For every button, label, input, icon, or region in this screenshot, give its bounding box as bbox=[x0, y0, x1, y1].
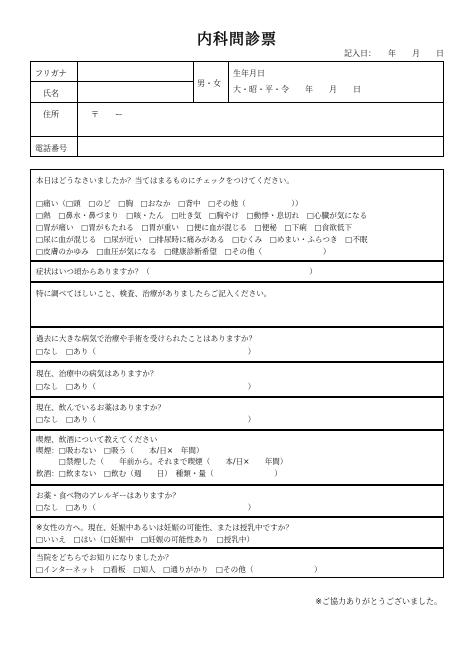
onset-question[interactable]: 症状はいつ頃からありますか？（ ） bbox=[36, 267, 317, 276]
name-field[interactable] bbox=[79, 83, 191, 100]
concerns-section bbox=[30, 282, 444, 327]
onset-section bbox=[30, 261, 444, 282]
pregnancy-question: ※女性の方へ。現在、妊娠中あるいは妊娠の可能性、または授乳中ですか？ bbox=[36, 523, 293, 532]
drinking-answer[interactable]: 飲酒：□飲まない □飲む（週 日） 種類・量（ ） bbox=[36, 469, 282, 478]
name-label: 氏名 bbox=[43, 89, 59, 98]
past-illness-question: 過去に大きな病気で治療や手術を受けられたことはありますか？ bbox=[36, 334, 257, 343]
thank-you-note: ※ご協力ありがとうございました。 bbox=[315, 597, 442, 606]
sex-selector[interactable]: 男・女 bbox=[197, 79, 221, 88]
symptoms-question: 本日はどうなさいましたか？当てはまるものにチェックをつけてください。 bbox=[36, 176, 294, 185]
symptom-options-line[interactable]: □尿に血が混じる □尿が近い □排尿時に痛みがある □むくみ □めまい・ふらつき □不眠 bbox=[36, 235, 368, 244]
allergy-answer[interactable]: □なし □あり（ ） bbox=[36, 503, 256, 512]
smoking-question: 喫煙、飲酒について教えてください bbox=[36, 435, 158, 444]
page-title: 内科問診票 bbox=[196, 30, 277, 48]
smoking-answer[interactable]: 喫煙：□吸わない □吸う（ 本/日× 年間） bbox=[36, 446, 204, 455]
birthdate-label: 生年月日 bbox=[233, 69, 265, 78]
current-illness-section bbox=[30, 362, 444, 397]
past-illness-section bbox=[30, 327, 444, 362]
current-illness-question: 現在、治療中の病気はありますか？ bbox=[36, 369, 158, 378]
address-field[interactable]: 〒 ー bbox=[91, 110, 123, 119]
allergy-section bbox=[30, 485, 444, 517]
birthdate-field[interactable]: 大・昭・平・令 年 月 日 bbox=[233, 85, 361, 94]
phone-field[interactable] bbox=[79, 138, 439, 154]
referral-question: 当院をどちらでお知りになりましたか？ bbox=[36, 553, 173, 562]
smoking-drinking-section bbox=[30, 430, 444, 485]
patient-info-table bbox=[30, 61, 444, 157]
symptom-options-line[interactable]: □皮膚のかゆみ □血圧が気になる □健康診断希望 □その他（ ） bbox=[36, 247, 331, 256]
women-section bbox=[30, 517, 444, 548]
medication-question: 現在、飲んでいるお薬はありますか？ bbox=[36, 403, 166, 412]
medication-answer[interactable]: □なし □あり（ ） bbox=[36, 415, 256, 424]
symptom-options-line[interactable]: □熱 □鼻水・鼻づまり □咳・たん □吐き気 □胸やけ □動悸・息切れ □心臓が気になる bbox=[36, 211, 368, 220]
symptom-options-line[interactable]: □胃が痛い □胃がもたれる □胃が重い □便に血が混じる □便秘 □下痢 □食欲低下 bbox=[36, 223, 353, 232]
symptom-options-line[interactable]: □痛い（□頭 □のど □胸 □おなか □背中 □その他（ ）） bbox=[36, 199, 303, 208]
medication-section bbox=[30, 397, 444, 430]
furigana-label: フリガナ bbox=[35, 69, 67, 78]
concerns-question: 特に調べてほしいこと、検査、治療がありましたらご記入ください。 bbox=[36, 289, 272, 298]
quit-smoking-answer[interactable]: □禁煙した（ 年前から。それまで喫煙（ 本/日× 年間） bbox=[36, 457, 288, 466]
current-illness-answer[interactable]: □なし □あり（ ） bbox=[36, 382, 256, 391]
pregnancy-answer[interactable]: □いいえ □はい（□妊娠中 □妊娠の可能性あり □授乳中） bbox=[36, 535, 255, 544]
past-illness-answer[interactable]: □なし □あり（ ） bbox=[36, 347, 256, 356]
referral-answer[interactable]: □インターネット □看板 □知人 □通りがかり □その他（ ） bbox=[36, 565, 322, 574]
allergy-question: お薬・食べ物のアレルギーはありますか？ bbox=[36, 491, 180, 500]
symptoms-section bbox=[30, 169, 444, 261]
concerns-field[interactable] bbox=[35, 301, 439, 325]
furigana-field[interactable] bbox=[79, 64, 191, 80]
phone-label: 電話番号 bbox=[35, 144, 67, 153]
referral-section bbox=[30, 548, 444, 578]
address-label: 住所 bbox=[43, 110, 59, 119]
entry-date[interactable]: 記入日： 年 月 日 bbox=[344, 49, 444, 58]
